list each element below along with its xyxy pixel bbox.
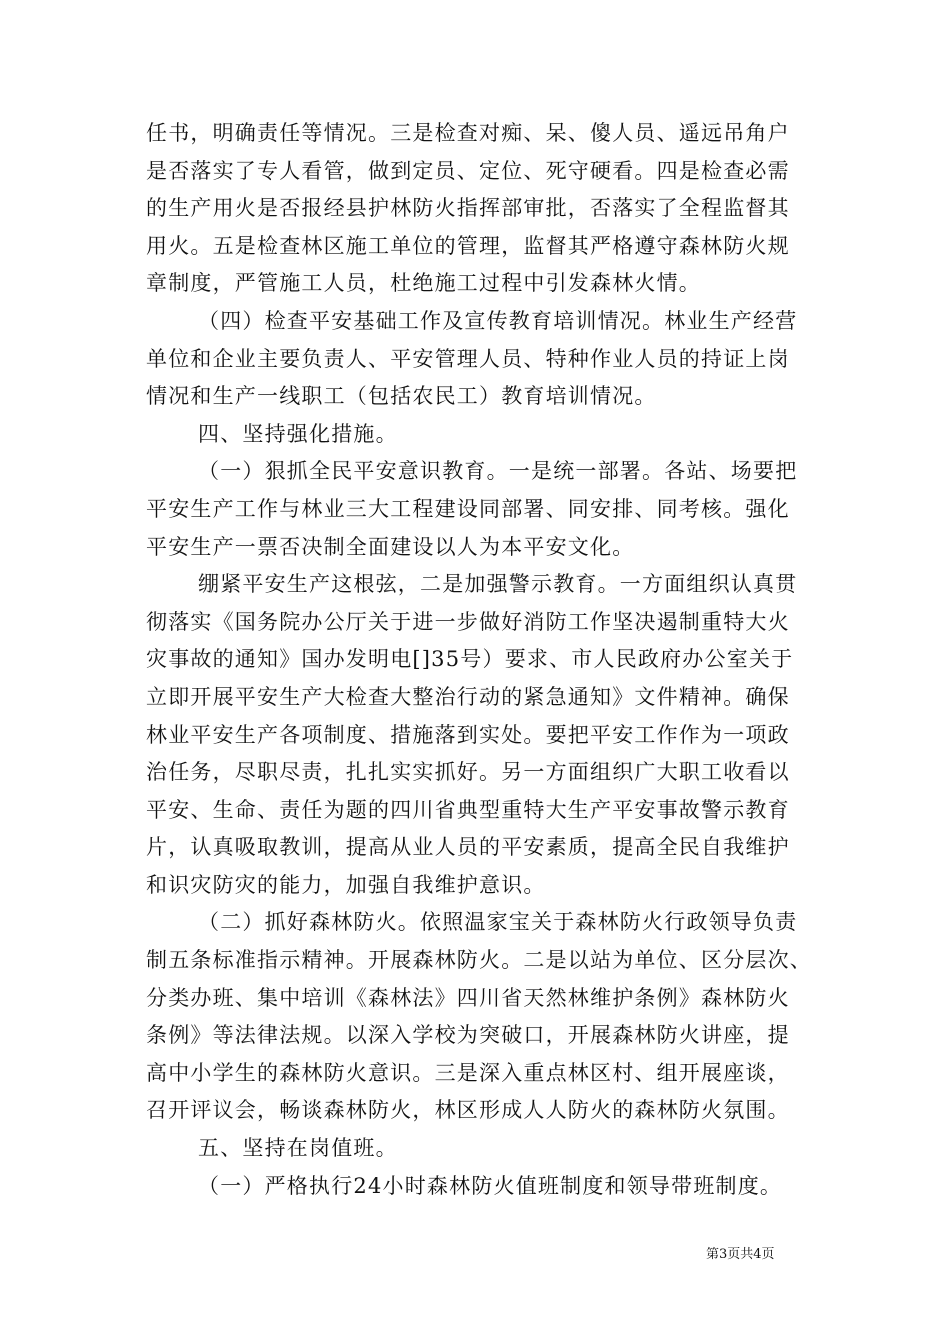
text-line: 治任务，尽职尽责，扎扎实实抓好。另一方面组织广大职工收看以 (146, 760, 790, 785)
text-line: 灾事故的通知》国办发明电[]35号）要求、市人民政府办公室关于 (146, 647, 794, 672)
text-line: 单位和企业主要负责人、平安管理人员、特种作业人员的持证上岗 (146, 346, 790, 371)
section-heading: 五、坚持在岗值班。 (198, 1136, 398, 1161)
text-line: 章制度，严管施工人员，杜绝施工过程中引发森林火情。 (146, 271, 701, 296)
paragraph-start-line: （四）检查平安基础工作及宣传教育培训情况。林业生产经营 (198, 308, 798, 333)
paragraph-start-line: （一）狠抓全民平安意识教育。一是统一部署。各站、场要把 (198, 459, 798, 484)
page-number-footer: 第3页共4页 (706, 1247, 775, 1262)
text-line: 和识灾防灾的能力，加强自我维护意识。 (146, 872, 546, 897)
text-line: 高中小学生的森林防火意识。三是深入重点林区村、组开展座谈， (146, 1060, 790, 1085)
text-line: 平安生产一票否决制全面建设以人为本平安文化。 (146, 534, 635, 559)
text-line: 分类办班、集中培训《森林法》四川省天然林维护条例》森林防火 (146, 985, 790, 1010)
text-line: 彻落实《国务院办公厅关于进一步做好消防工作坚决遏制重特大火 (146, 609, 790, 634)
section-heading: 四、坚持强化措施。 (198, 421, 398, 446)
text-line: 平安生产工作与林业三大工程建设同部署、同安排、同考核。强化 (146, 496, 790, 521)
paragraph-start-line: （二）抓好森林防火。依照温家宝关于森林防火行政领导负责 (198, 910, 798, 935)
text-line: 制五条标准指示精神。开展森林防火。二是以站为单位、区分层次、 (146, 948, 812, 973)
text-line: 用火。五是检查林区施工单位的管理，监督其严格遵守森林防火规 (146, 233, 790, 258)
document-body (146, 115, 812, 1205)
text-line: 条例》等法律法规。以深入学校为突破口，开展森林防火讲座，提 (146, 1023, 790, 1048)
text-line: 平安、生命、责任为题的四川省典型重特大生产平安事故警示教育 (146, 797, 790, 822)
text-line: 情况和生产一线职工（包括农民工）教育培训情况。 (146, 384, 657, 409)
text-line: 召开评议会，畅谈森林防火，林区形成人人防火的森林防火氛围。 (146, 1098, 790, 1123)
text-line: 是否落实了专人看管，做到定员、定位、死守硬看。四是检查必需 (146, 158, 790, 183)
text-line: 任书，明确责任等情况。三是检查对痴、呆、傻人员、遥远吊角户 (146, 121, 790, 145)
text-line: 林业平安生产各项制度、措施落到实处。要把平安工作作为一项政 (146, 722, 790, 747)
paragraph-start-line: （一）严格执行24小时森林防火值班制度和领导带班制度。 (198, 1173, 783, 1198)
text-line: 的生产用火是否报经县护林防火指挥部审批，否落实了全程监督其 (146, 196, 790, 221)
text-line: 立即开展平安生产大检查大整治行动的紧急通知》文件精神。确保 (146, 684, 790, 709)
paragraph-start-line: 绷紧平安生产这根弦，二是加强警示教育。一方面组织认真贯 (198, 572, 798, 597)
text-line: 片，认真吸取教训，提高从业人员的平安素质，提高全民自我维护 (146, 835, 790, 860)
